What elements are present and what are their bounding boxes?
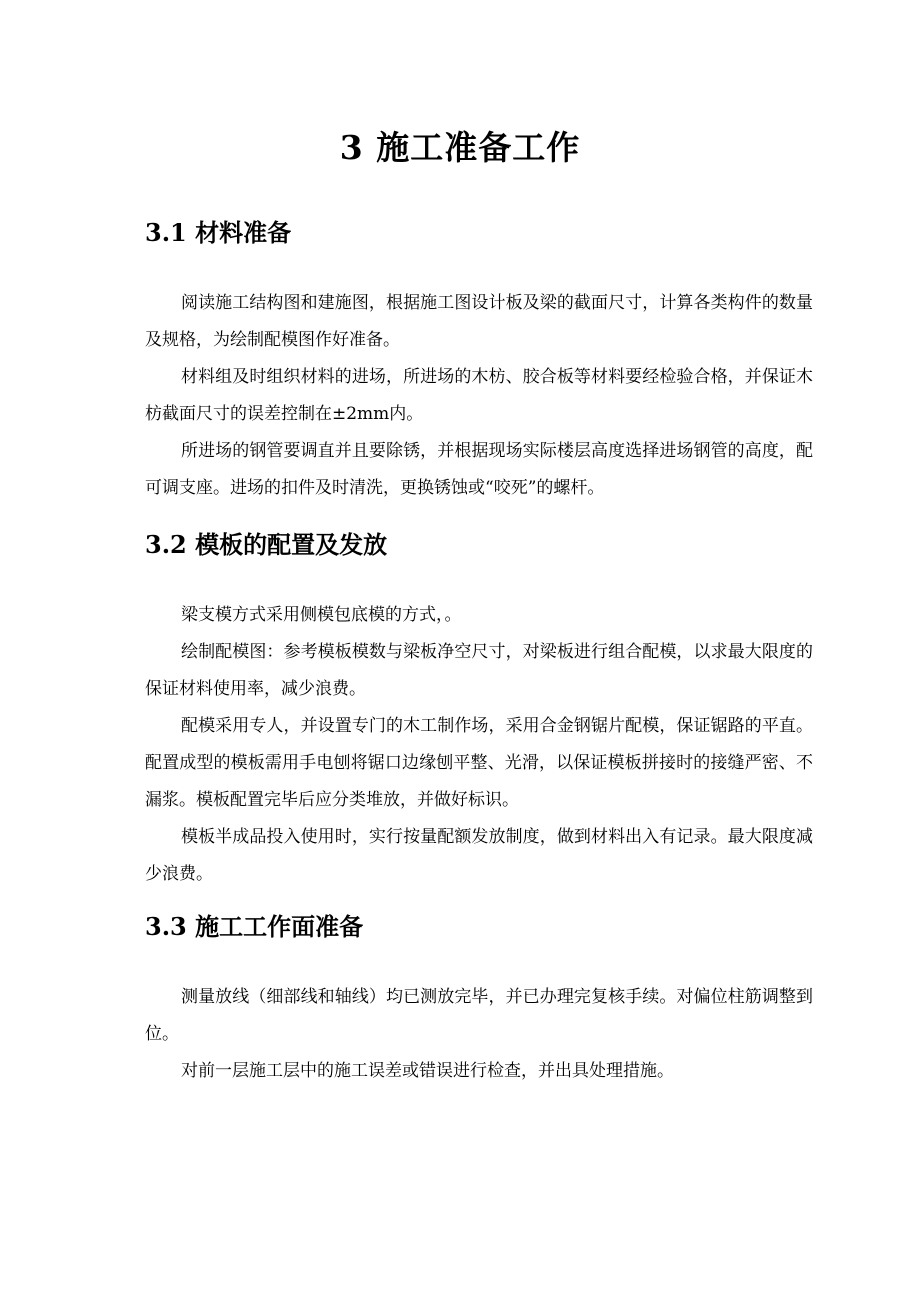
section-material-preparation — [145, 215, 813, 507]
section-heading: 3.3 施工工作面准备 — [145, 912, 364, 941]
paragraph: 绘制配模图：参考模板模数与梁板净空尺寸，对梁板进行组合配模，以求最大限度的保证材料使用率，减少浪费。 — [145, 642, 813, 699]
paragraph: 配模采用专人，并设置专门的木工制作场，采用合金钢锯片配模，保证锯路的平直。配置成型的模板需用手电刨将锯口边缘刨平整、光滑，以保证模板拼接时的接缝严密、不漏浆。模板配置完毕后应分类堆放，并做好标识。 — [145, 716, 813, 810]
section-body — [145, 597, 813, 893]
section-body — [145, 285, 813, 507]
section-body — [145, 979, 813, 1090]
paragraph: 梁支模方式采用侧模包底模的方式，。 — [181, 605, 462, 625]
paragraph: 材料组及时组织材料的进场，所进场的木枋、胶合板等材料要经检验合格，并保证木枋截面尺寸的误差控制在±2mm内。 — [145, 367, 813, 424]
paragraph: 对前一层施工层中的施工误差或错误进行检查，并出具处理措施。 — [181, 1061, 674, 1081]
section-heading: 3.2 模板的配置及发放 — [145, 530, 388, 559]
section-formwork-configuration — [145, 527, 813, 893]
paragraph: 模板半成品投入使用时，实行按量配额发放制度，做到材料出入有记录。最大限度减少浪费。 — [145, 827, 813, 884]
paragraph: 阅读施工结构图和建施图，根据施工图设计板及梁的截面尺寸，计算各类构件的数量及规格，为绘制配模图作好准备。 — [145, 293, 813, 350]
paragraph: 测量放线（细部线和轴线）均已测放完毕，并已办理完复核手续。对偏位柱筋调整到位。 — [145, 987, 813, 1044]
chapter-title: 3 施工准备工作 — [339, 128, 581, 167]
section-work-surface-preparation — [145, 909, 813, 1090]
section-heading: 3.1 材料准备 — [145, 218, 292, 247]
paragraph: 所进场的钢管要调直并且要除锈，并根据现场实际楼层高度选择进场钢管的高度，配可调支座。进场的扣件及时清洗，更换锈蚀或“咬死”的螺杆。 — [145, 441, 813, 498]
